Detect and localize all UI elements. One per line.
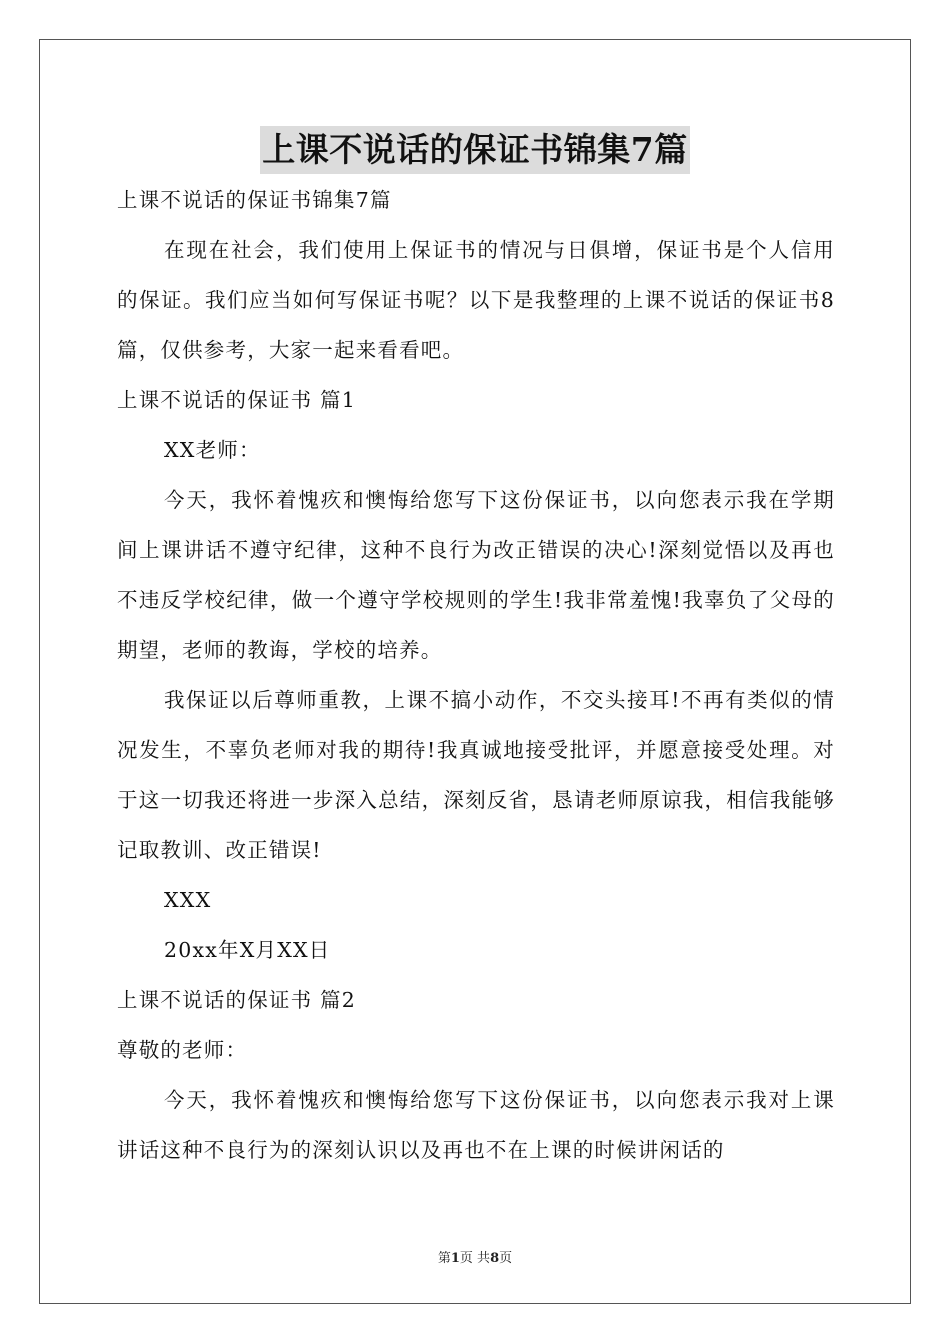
body-paragraph: 今天，我怀着愧疚和懊悔给您写下这份保证书，以向您表示我对上课讲话这种不良行为的深刻认识以及再也不在上课的时候讲闲话的 — [117, 1088, 835, 1162]
title-wrap — [0, 126, 950, 174]
footer-prefix: 第 — [437, 1251, 451, 1266]
page-footer — [0, 1247, 950, 1266]
footer-mid: 页 共 — [459, 1251, 491, 1266]
body-paragraph: 我保证以后尊师重教，上课不搞小动作，不交头接耳!不再有类似的情况发生，不辜负老师对我的期待!我真诚地接受批评，并愿意接受处理。对于这一切我还将进一步深入总结，深刻反省，恳请老师原谅我，相信我能够记取教训、改正错误! — [117, 688, 835, 862]
section-heading: 上课不说话的保证书 篇1 — [117, 388, 356, 412]
body-paragraph: 今天，我怀着愧疚和懊悔给您写下这份保证书，以向您表示我在学期间上课讲话不遵守纪律，这种不良行为改正错误的决心!深刻觉悟以及再也不违反学校纪律，做一个遵守学校规则的学生!我非常羞愧!我辜负了父母的期望，老师的教诲，学校的培养。 — [117, 488, 835, 662]
signature: XXX — [164, 888, 212, 912]
section-heading: 上课不说话的保证书 篇2 — [117, 988, 356, 1012]
page-current: 1 — [450, 1251, 460, 1266]
subtitle: 上课不说话的保证书锦集7篇 — [117, 188, 392, 212]
intro-paragraph: 在现在社会，我们使用上保证书的情况与日俱增，保证书是个人信用的保证。我们应当如何写保证书呢？以下是我整理的上课不说话的保证书8篇，仅供参考，大家一起来看看吧。 — [117, 238, 835, 362]
footer-suffix: 页 — [499, 1251, 513, 1266]
salutation: XX老师： — [164, 438, 261, 462]
document-title: 上课不说话的保证书锦集7篇 — [260, 126, 689, 174]
document-body — [117, 175, 835, 1175]
page-total: 8 — [490, 1251, 500, 1266]
date: 20xx年X月XX日 — [164, 938, 331, 962]
salutation: 尊敬的老师： — [117, 1038, 248, 1062]
